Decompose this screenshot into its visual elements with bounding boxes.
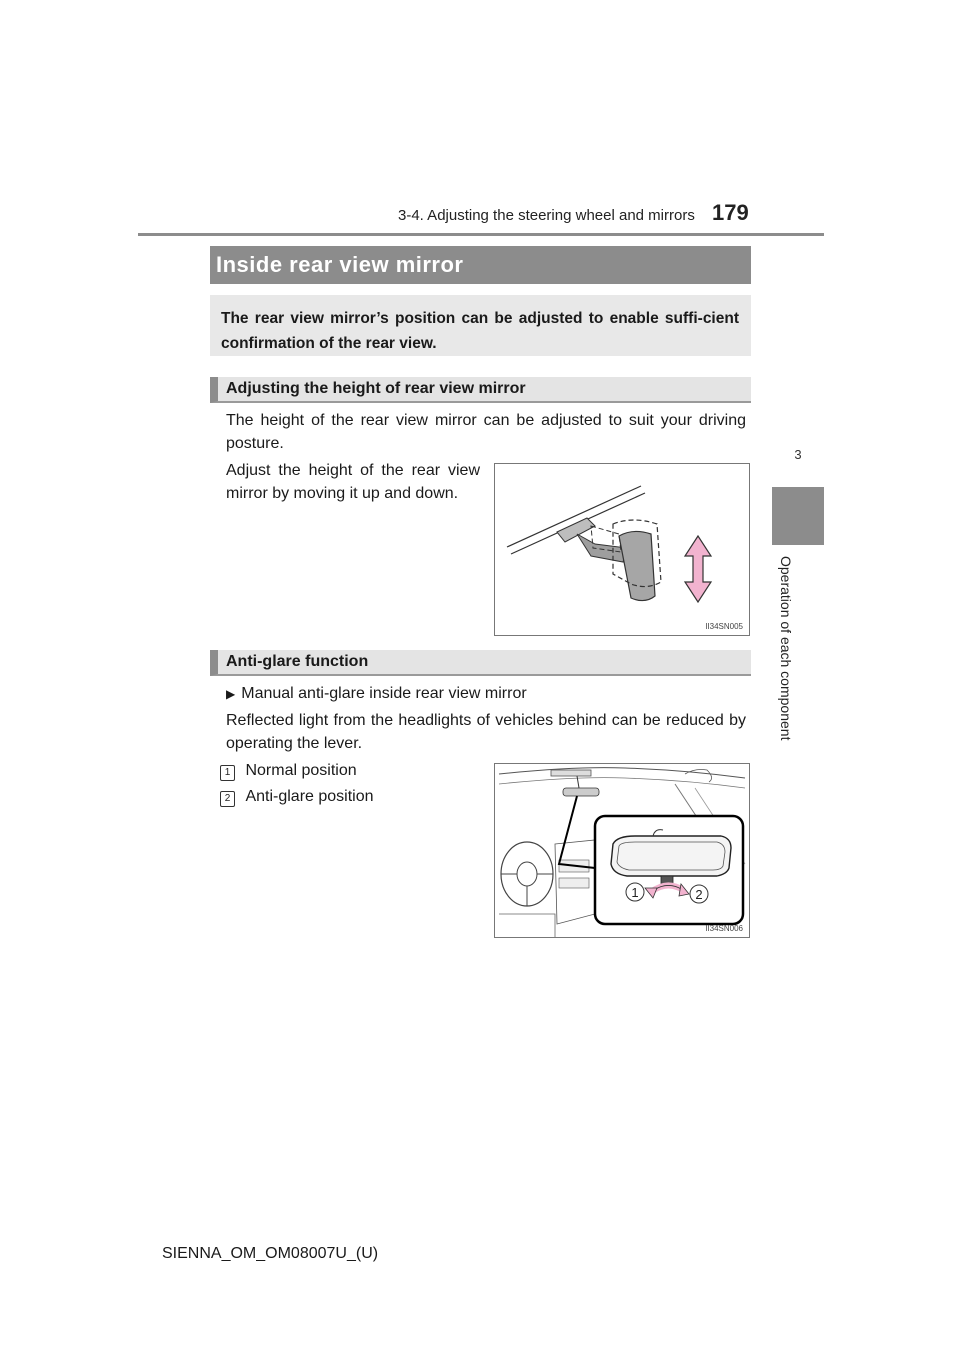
callout-number-2: 2 [695, 887, 703, 902]
subheading-anti-glare: Anti-glare function [210, 650, 751, 676]
page-number: 179 [712, 200, 749, 225]
mirror-height-illustration [495, 464, 749, 635]
triangle-bullet-icon: ▶ [226, 687, 236, 701]
header-rule [138, 233, 824, 236]
anti-glare-item-2 [220, 785, 480, 808]
item-label-1: Normal position [245, 762, 357, 779]
intro-summary: The rear view mirror’s position can be adjusted to enable suffi-cient confirmation of the rear view. [210, 295, 751, 356]
chapter-tab-marker [772, 487, 824, 545]
item-number-1: 1 [220, 765, 235, 781]
anti-glare-illustration [495, 764, 749, 937]
height-adjust-instruction: Adjust the height of the rear view mirror by moving it up and down. [226, 462, 480, 502]
anti-glare-item-1 [220, 759, 480, 782]
height-adjust-paragraph: The height of the rear view mirror can be adjusted to suit your driving posture. [226, 412, 746, 452]
callout-number-1: 1 [631, 885, 639, 900]
running-header-section: 3-4. Adjusting the steering wheel and mirrors [398, 207, 695, 224]
figure-code-2: II34SN006 [705, 924, 743, 933]
chapter-title: Operation of each component [778, 556, 794, 741]
item-label-2: Anti-glare position [245, 788, 374, 805]
anti-glare-figure [494, 763, 750, 938]
anti-glare-bullet [226, 682, 746, 706]
section-title: Inside rear view mirror [210, 246, 751, 284]
figure-code-1: II34SN005 [705, 622, 743, 631]
anti-glare-bullet-text: Manual anti-glare inside rear view mirror [241, 685, 527, 702]
anti-glare-paragraph: Reflected light from the headlights of vehicles behind can be reduced by operating the lever. [226, 712, 746, 752]
mirror-height-figure [494, 463, 750, 636]
subheading-height-adjust: Adjusting the height of rear view mirror [210, 377, 751, 403]
item-number-2: 2 [220, 791, 235, 807]
chapter-number: 3 [794, 447, 802, 462]
document-id: SIENNA_OM_OM08007U_(U) [162, 1245, 379, 1262]
